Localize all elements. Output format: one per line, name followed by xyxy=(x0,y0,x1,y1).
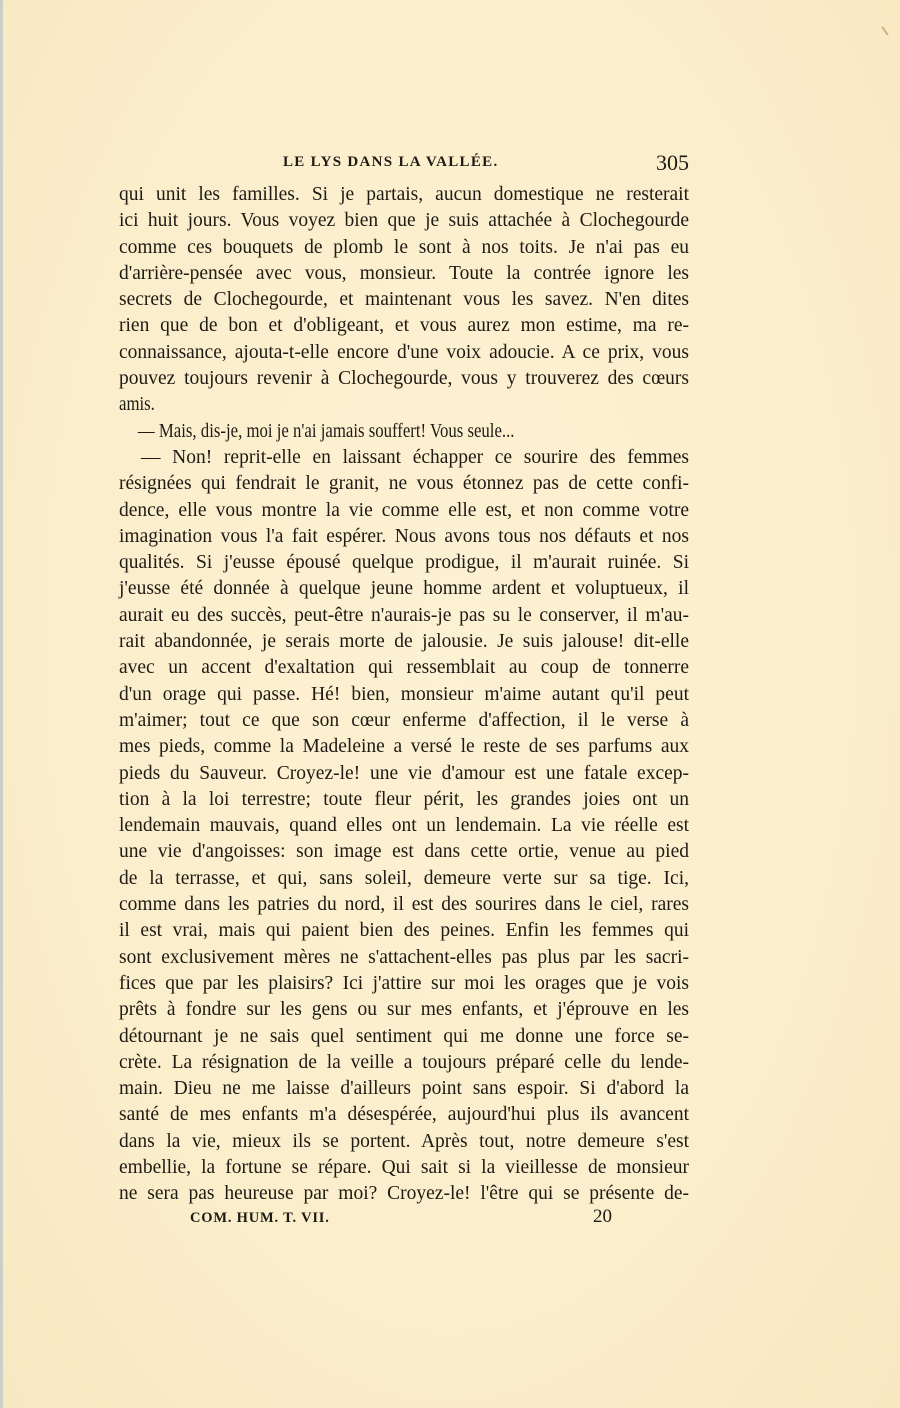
text-line: santé de mes enfants m'a désespérée, aujourd'hui plus ils avancent xyxy=(119,1104,689,1126)
text-line: dence, elle vous montre la vie comme elle est, et non comme votre xyxy=(119,499,689,521)
text-line: il est vrai, mais qui paient bien des peines. Enfin les femmes qui xyxy=(119,920,689,942)
running-head xyxy=(283,150,689,176)
running-title: LE LYS DANS LA VALLÉE. xyxy=(283,154,499,170)
text-line: imagination vous l'a fait espérer. Nous avons tous nos défauts et nos xyxy=(119,525,689,547)
text-line: de la terrasse, et qui, sans soleil, demeure verte sur sa tige. Ici, xyxy=(119,867,689,889)
text-line: main. Dieu ne me laisse d'ailleurs point sans espoir. Si d'abord la xyxy=(119,1078,689,1100)
text-line: — Non! reprit-elle en laissant échapper ce sourire des femmes xyxy=(141,446,689,468)
text-line: crète. La résignation de la veille a toujours préparé celle du lende- xyxy=(119,1051,689,1073)
text-line: sont exclusivement mères ne s'attachent-elles pas plus par les sacri- xyxy=(119,946,689,968)
text-line: aurait eu des succès, peut-être n'aurais-je pas su le conserver, il m'au- xyxy=(119,604,689,626)
page-footer xyxy=(190,1206,620,1230)
text-line: comme ces bouquets de plomb le sont à nos toits. Je n'ai pas eu xyxy=(119,236,689,258)
text-line: amis. xyxy=(119,394,155,416)
text-line: j'eusse été donnée à quelque jeune homme ardent et voluptueux, il xyxy=(119,578,689,600)
text-line: rait abandonnée, je serais morte de jalousie. Je suis jalouse! dit-elle xyxy=(119,631,689,653)
text-line: une vie d'angoisses: son image est dans cette ortie, venue au pied xyxy=(119,841,689,863)
text-line: embellie, la fortune se répare. Qui sait si la vieillesse de monsieur xyxy=(119,1156,689,1178)
text-line: rien que de bon et d'obligeant, et vous aurez mon estime, ma re- xyxy=(119,315,689,337)
body-text xyxy=(119,182,689,1208)
text-line: — Mais, dis-je, moi je n'ai jamais souffert! Vous seule... xyxy=(137,420,515,442)
text-line: connaissance, ajouta-t-elle encore d'une voix adoucie. A ce prix, vous xyxy=(119,341,689,363)
text-line: qualités. Si j'eusse épousé quelque prodigue, il m'aurait ruinée. Si xyxy=(119,552,689,574)
signature-number: 20 xyxy=(593,1206,612,1227)
signature-mark: COM. HUM. T. VII. xyxy=(190,1210,330,1226)
text-line: lendemain mauvais, quand elles ont un lendemain. La vie réelle est xyxy=(119,815,689,837)
text-line: tion à la loi terrestre; toute fleur périt, les grandes joies ont un xyxy=(119,788,689,810)
text-line: qui unit les familles. Si je partais, aucun domestique ne resterait xyxy=(119,184,689,205)
text-line: fices que par les plaisirs? Ici j'attire sur moi les orages que je vois xyxy=(119,972,689,994)
text-line: ici huit jours. Vous voyez bien que je suis attachée à Clochegourde xyxy=(119,210,689,232)
text-line: dans la vie, mieux ils se portent. Après tout, notre demeure s'est xyxy=(119,1130,689,1152)
text-line: avec un accent d'exaltation qui ressemblait au coup de tonnerre xyxy=(119,657,689,679)
paper-speck xyxy=(881,26,888,35)
text-line: pouvez toujours revenir à Clochegourde, vous y trouverez des cœurs xyxy=(119,368,689,390)
text-line: d'arrière-pensée avec vous, monsieur. Toute la contrée ignore les xyxy=(119,262,689,284)
text-line: secrets de Clochegourde, et maintenant vous les savez. N'en dites xyxy=(119,289,689,311)
scan-edge xyxy=(0,0,3,1408)
text-line: comme dans les patries du nord, il est des sourires dans le ciel, rares xyxy=(119,894,689,916)
text-line: mes pieds, comme la Madeleine a versé le reste de ses parfums aux xyxy=(119,736,689,758)
text-line: m'aimer; tout ce que son cœur enferme d'affection, il le verse à xyxy=(119,709,689,731)
text-line: détournant je ne sais quel sentiment qui me donne une force se- xyxy=(119,1025,689,1047)
text-line: d'un orage qui passe. Hé! bien, monsieur m'aime autant qu'il peut xyxy=(119,683,689,705)
text-line: pieds du Sauveur. Croyez-le! une vie d'amour est une fatale excep- xyxy=(119,762,689,784)
text-line: résignées qui fendrait le granit, ne vous étonnez pas de cette confi- xyxy=(119,473,689,495)
text-line: ne sera pas heureuse par moi? Croyez-le! l'être qui se présente de- xyxy=(119,1183,689,1205)
text-line: prêts à fondre sur les gens ou sur mes enfants, et j'éprouve en les xyxy=(119,999,689,1021)
page-number: 305 xyxy=(656,150,689,175)
